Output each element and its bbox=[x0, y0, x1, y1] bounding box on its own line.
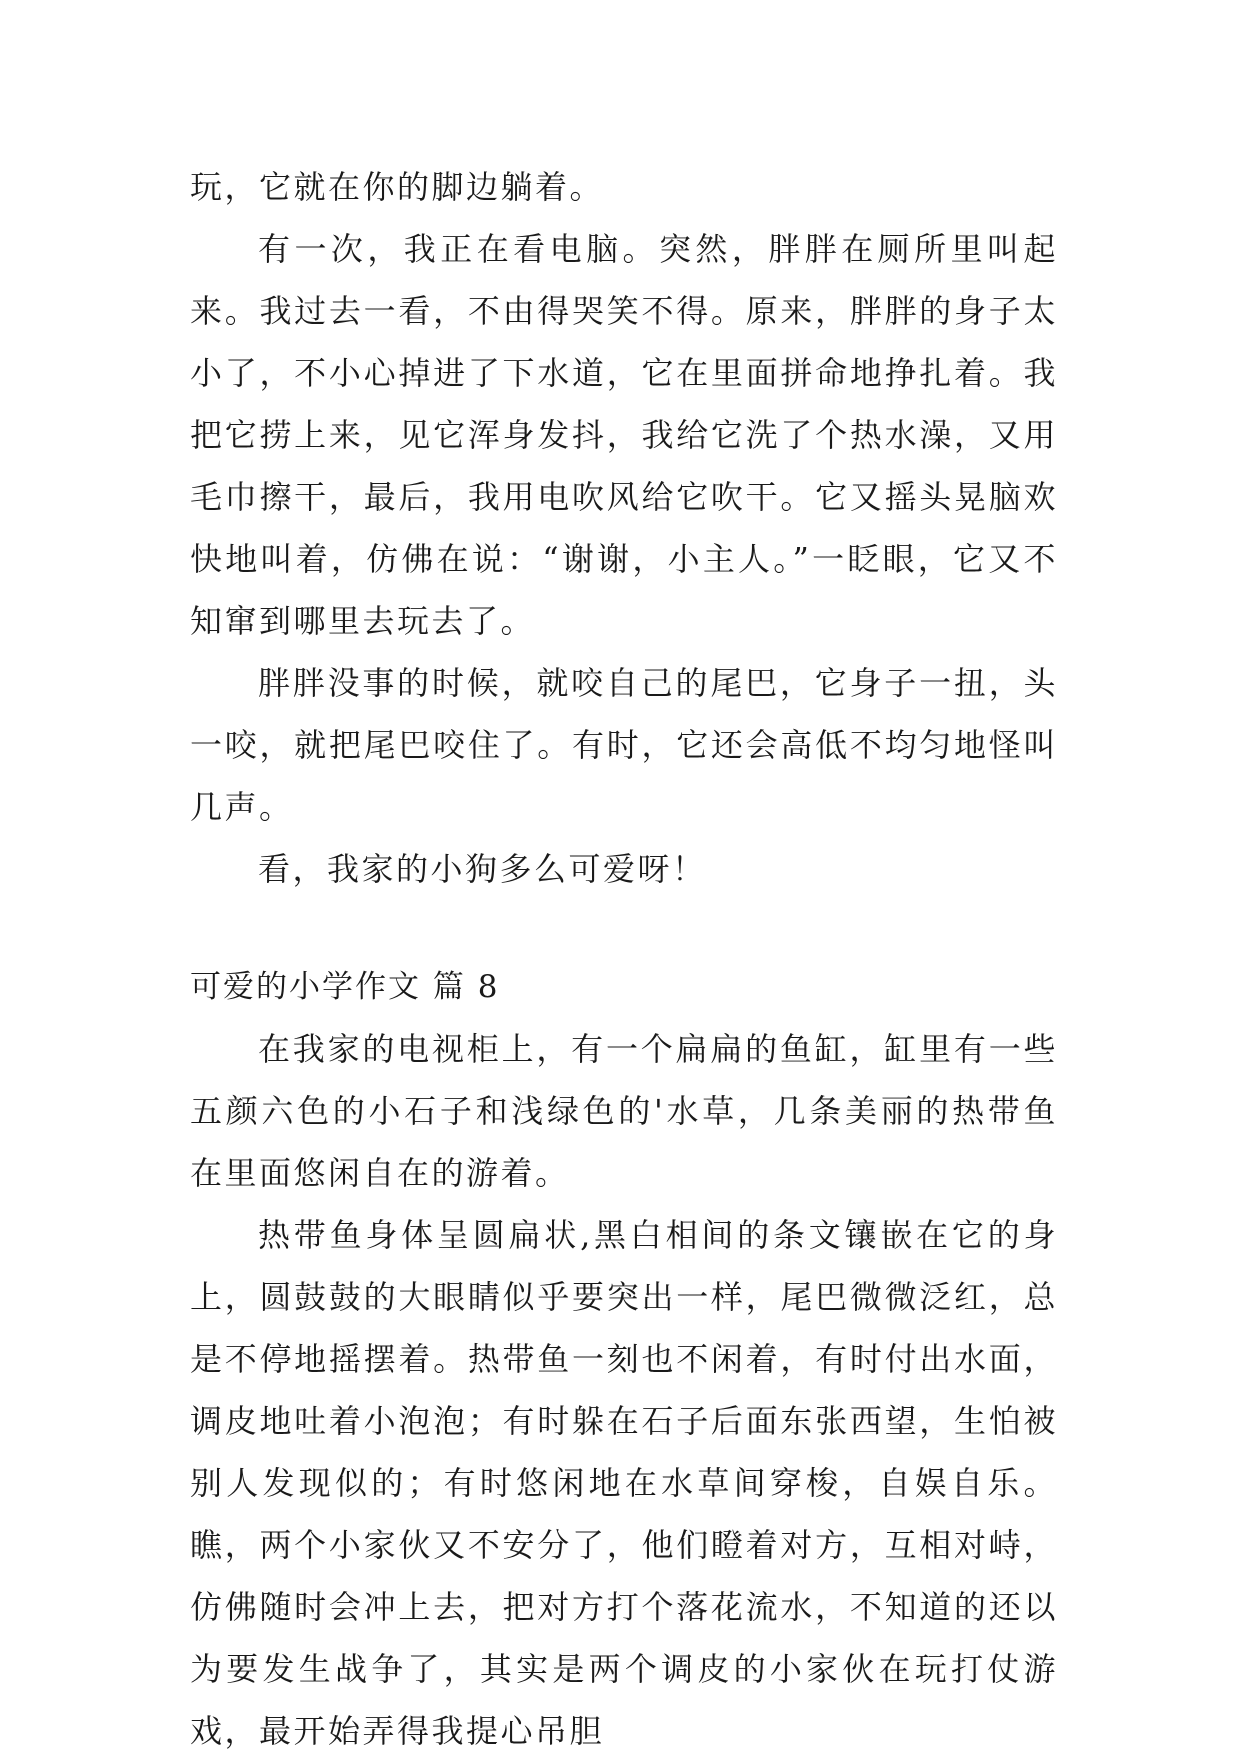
paragraph-5: 在我家的电视柜上，有一个扁扁的鱼缸，缸里有一些五颜六色的小石子和浅绿色的'水草，几条美丽的热带鱼在里面悠闲自在的游着。 bbox=[190, 1030, 1058, 1192]
paragraph-1: 玩，它就在你的脚边躺着。 bbox=[190, 168, 605, 206]
document-body bbox=[190, 156, 1058, 1762]
section-heading: 可爱的小学作文 篇 8 bbox=[190, 969, 500, 1005]
paragraph-2: 有一次，我正在看电脑。突然，胖胖在厕所里叫起来。我过去一看，不由得哭笑不得。原来，胖胖的身子太小了，不小心掉进了下水道，它在里面拼命地挣扎着。我把它捞上来，见它浑身发抖，我给它洗了个热水澡，又用毛巾擦干，最后，我用电吹风给它吹干。它又摇头晃脑欢快地叫着，仿佛在说：“谢谢，小主人。”一眨眼，它又不知窜到哪里去玩去了。 bbox=[190, 230, 1058, 640]
paragraph-3: 胖胖没事的时候，就咬自己的尾巴，它身子一扭，头一咬，就把尾巴咬住了。有时，它还会高低不均匀地怪叫几声。 bbox=[190, 664, 1058, 826]
paragraph-4: 看，我家的小狗多么可爱呀！ bbox=[258, 850, 707, 888]
paragraph-6: 热带鱼身体呈圆扁状,黑白相间的条文镶嵌在它的身上，圆鼓鼓的大眼睛似乎要突出一样，尾巴微微泛红，总是不停地摇摆着。热带鱼一刻也不闲着，有时付出水面，调皮地吐着小泡泡；有时躲在石子后面东张西望，生怕被别人发现似的；有时悠闲地在水草间穿梭，自娱自乐。瞧，两个小家伙又不安分了，他们瞪着对方，互相对峙，仿佛随时会冲上去，把对方打个落花流水，不知道的还以为要发生战争了，其实是两个调皮的小家伙在玩打仗游戏，最开始弄得我提心吊胆 bbox=[190, 1216, 1058, 1750]
section-spacer bbox=[190, 900, 1058, 956]
